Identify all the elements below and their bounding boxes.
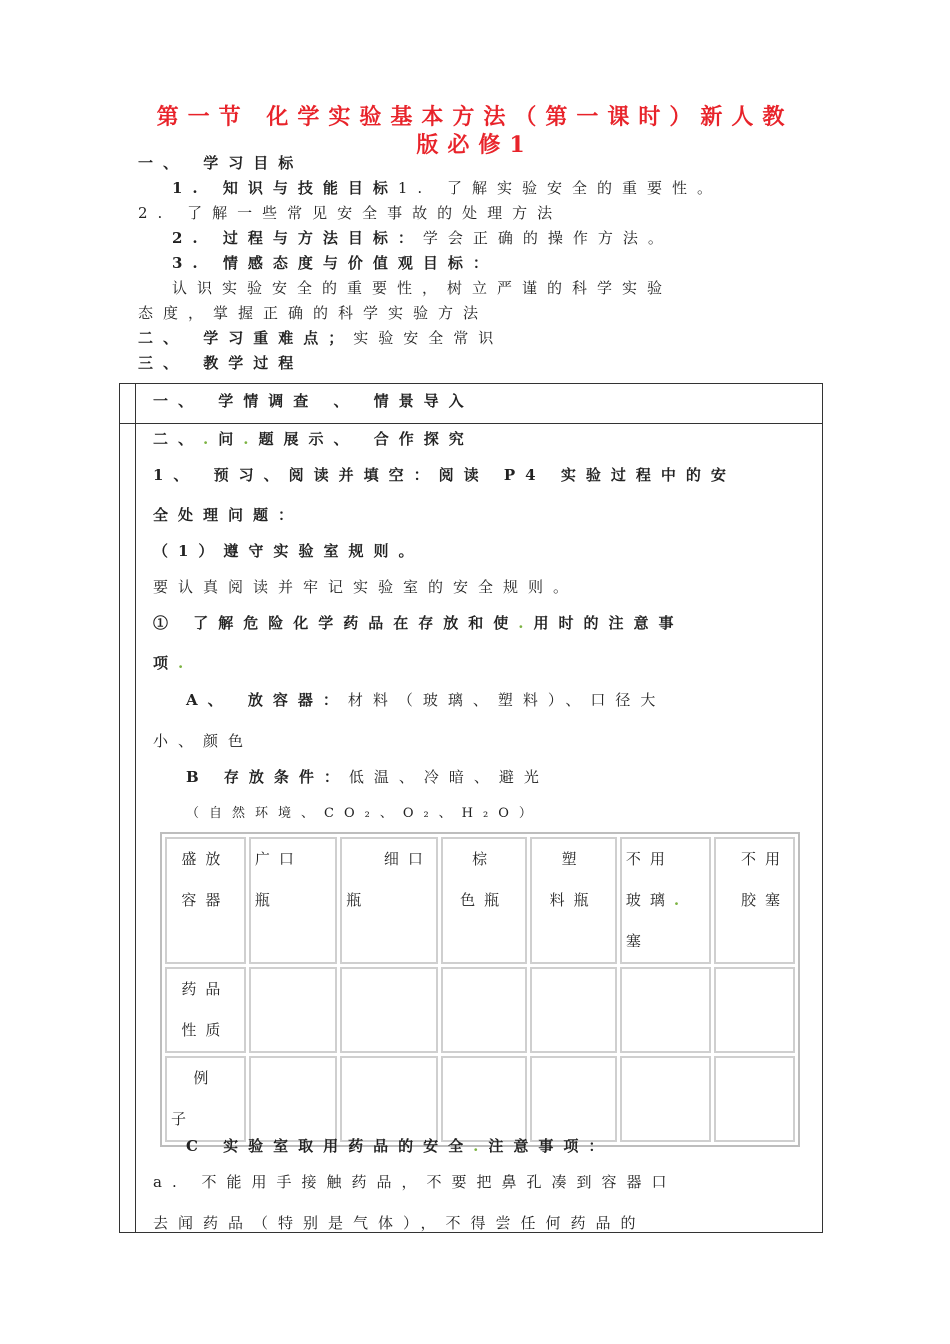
table-cell: [441, 1056, 527, 1142]
cell-line: 不用: [740, 850, 789, 868]
table-cell: [714, 1056, 795, 1142]
green-dot: .: [178, 654, 194, 672]
cell-line: 不用: [625, 850, 674, 868]
preview-line-2: 全处理问题：: [153, 506, 304, 524]
table-cell: [249, 1056, 337, 1142]
objective-2-text: 学会正确的操作方法。: [422, 229, 673, 247]
box-row-problem: [153, 428, 474, 449]
section-difficulties-text: 实验安全常识: [353, 329, 504, 347]
container-text: 材料（玻璃、塑料）、口径大: [347, 691, 666, 709]
box-row-intro: 一、 学情调查 、 情景导入: [153, 392, 474, 410]
container-table: [160, 832, 800, 1147]
cell-line: 胶塞: [740, 891, 789, 909]
safety-heading: [186, 1135, 613, 1156]
frame-row-divider: [119, 423, 823, 424]
hazard-line-1: [153, 612, 683, 633]
section-difficulties-label: 二、 学习重难点；: [138, 329, 354, 347]
cell-line: 细口: [383, 850, 432, 868]
objective-3-text: 认识实验安全的重要性，树立严谨的科学实验: [172, 279, 673, 297]
table-cell: [530, 967, 616, 1053]
table-cell: [165, 1056, 246, 1142]
frame-margin-line: [135, 383, 136, 1233]
table-cell: [530, 837, 616, 964]
rule-heading: （1）遵守实验室规则。: [153, 542, 424, 560]
storage-env: （自然环境、CO₂、O₂、H₂O）: [186, 806, 542, 821]
storage-label: B 存放条件：: [186, 768, 349, 786]
cell-line: 广口: [254, 850, 303, 868]
table-cell: [165, 967, 246, 1053]
cell-line: 料瓶: [549, 891, 598, 909]
document-title-line1: 第一节 化学实验基本方法（第一课时）新人教: [156, 104, 794, 130]
cell-line: 棕: [472, 850, 497, 868]
hazard-line-2a: 项: [153, 654, 179, 672]
cell-line: 塞: [625, 932, 650, 950]
cell-line: 容器: [181, 891, 230, 909]
storage-item: [186, 766, 549, 787]
section-heading-process: 三、 教学过程: [138, 354, 304, 372]
green-dot: .: [518, 614, 534, 632]
table-cell: [441, 837, 527, 964]
container-item: [186, 689, 665, 710]
safety-line-a1: a. 不能用手接触药品，不要把鼻孔凑到容器口: [153, 1173, 677, 1191]
table-row: [165, 1056, 795, 1142]
objective-2: [172, 227, 673, 248]
hazard-line-1b: 用时的注意事: [533, 614, 684, 632]
table-cell: [165, 837, 246, 964]
table-cell: [714, 837, 795, 964]
cell-line: 塑: [561, 850, 586, 868]
table-cell: [340, 837, 438, 964]
objective-1-text: 1. 了解实验安全的重要性。: [397, 179, 722, 197]
table-cell: [620, 967, 711, 1053]
objective-1-label: 1. 知识与技能目标: [172, 179, 398, 197]
cell-line: 盛放: [181, 850, 230, 868]
cell-line: 子: [171, 1110, 196, 1128]
cell-line: 瓶: [254, 891, 279, 909]
objective-1-cont: 2. 了解一些常见安全事故的处理方法: [138, 204, 563, 222]
box-row-problem-a: 二、: [153, 430, 204, 448]
green-dot: .: [673, 891, 689, 909]
table-row: [165, 967, 795, 1053]
cell-line: 瓶: [346, 891, 371, 909]
rule-text: 要认真阅读并牢记实验室的安全规则。: [153, 578, 579, 596]
cell-line: 例: [193, 1069, 218, 1087]
safety-line-a2: 去闻药品（特别是气体），不得尝任何药品的: [153, 1214, 646, 1232]
table-cell: [340, 967, 438, 1053]
document-title-line2: 版必修1: [416, 132, 534, 158]
cell-line: 性质: [181, 1021, 230, 1039]
table-cell: [249, 837, 337, 964]
objective-2-label: 2. 过程与方法目标：: [172, 229, 423, 247]
safety-heading-b: 注意事项：: [488, 1137, 614, 1155]
hazard-line-1a: ① 了解危险化学药品在存放和使: [153, 614, 519, 632]
preview-line-1: 1、 预习、阅读并填空：阅读 P4 实验过程中的安: [153, 466, 736, 484]
box-row-problem-b: 问: [218, 430, 244, 448]
safety-heading-a: C 实验室取用药品的安全: [186, 1137, 474, 1155]
cell-line: 药品: [181, 980, 230, 998]
hazard-line-2: [153, 652, 193, 673]
section-difficulties: [138, 327, 503, 348]
container-label: A、 放容器：: [186, 691, 348, 709]
table-cell: [714, 967, 795, 1053]
storage-text: 低温、冷暗、避光: [348, 768, 549, 786]
green-dot: .: [473, 1137, 489, 1155]
table-cell: [530, 1056, 616, 1142]
cell-line: 玻璃: [625, 891, 674, 909]
table-cell: [620, 1056, 711, 1142]
container-item-cont: 小、颜色: [153, 732, 254, 750]
green-dot: .: [203, 430, 219, 448]
objective-1: [172, 177, 722, 198]
table-row: [165, 837, 795, 964]
cell-line: 色瓶: [460, 891, 509, 909]
table-cell: [249, 967, 337, 1053]
objective-3-label: 3. 情感态度与价值观目标：: [172, 254, 498, 272]
table-cell: [620, 837, 711, 964]
section-heading-goals: 一、 学习目标: [138, 154, 304, 172]
green-dot: .: [243, 430, 259, 448]
table-cell: [441, 967, 527, 1053]
box-row-problem-c: 题展示、 合作探究: [258, 430, 474, 448]
table-cell: [340, 1056, 438, 1142]
objective-3-cont: 态度，掌握正确的科学实验方法: [138, 304, 489, 322]
